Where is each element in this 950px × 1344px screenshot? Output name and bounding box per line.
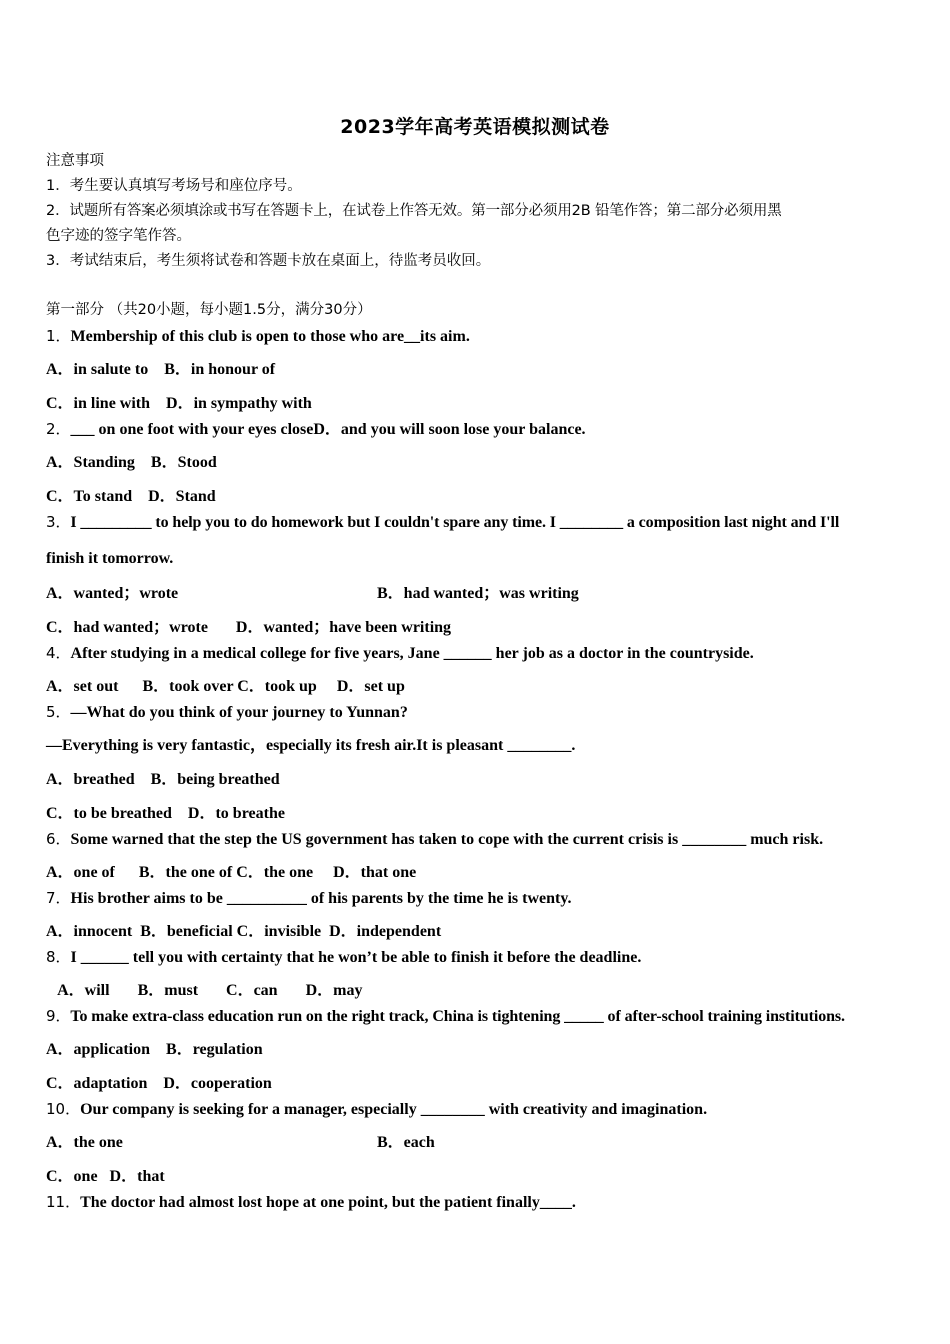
question-1-options-ab: A．in salute to B．in honour of: [46, 361, 276, 378]
question-3-stem-cont: finish it tomorrow.: [46, 550, 174, 567]
notice-item-1: 1．考生要认真填写考场号和座位序号。: [46, 178, 302, 194]
question-5-options-cd: C．to be breathed D．to breathe: [46, 805, 285, 822]
question-10: [46, 1099, 707, 1120]
question-number: 3．: [46, 513, 71, 531]
question-number: 9．: [46, 1007, 71, 1025]
question-9: [46, 1006, 845, 1027]
question-6: [46, 829, 823, 850]
question-1-options-cd: C．in line with D．in sympathy with: [46, 395, 312, 412]
question-10-option-b: B．each: [377, 1134, 435, 1151]
question-number: 10．: [46, 1100, 81, 1118]
question-3-options-cd: C．had wanted；wrote D．wanted；have been writing: [46, 619, 452, 636]
question-stem: Some warned that the step the US government has taken to cope with the current crisis is ________ much risk.: [70, 831, 824, 848]
question-number: 7．: [46, 889, 71, 907]
question-stem: I _________ to help you to do homework but I couldn't spare any time. I ________ a composition last night and I'll: [70, 514, 840, 531]
question-4-options: A．set out B．took over C．took up D．set up: [46, 678, 405, 695]
question-3-option-a: A．wanted；wrote: [46, 585, 179, 602]
question-8: [46, 947, 641, 968]
question-9-options-ab: A．application B．regulation: [46, 1041, 263, 1058]
question-stem: ___ on one foot with your eyes closeD．and you will soon lose your balance.: [70, 421, 586, 438]
question-3: [46, 512, 839, 533]
question-11: [46, 1192, 576, 1213]
question-stem: To make extra-class education run on the right track, China is tightening _____ of after-school training institutions.: [70, 1008, 845, 1025]
question-number: 5．: [46, 703, 71, 721]
question-2: [46, 419, 586, 440]
question-7: [46, 888, 571, 909]
question-stem: I ______ tell you with certainty that he won’t be able to finish it before the deadline.: [70, 949, 642, 966]
question-number: 2．: [46, 420, 71, 438]
page-title: 2023学年高考英语模拟测试卷: [340, 116, 610, 138]
question-6-options: A．one of B．the one of C．the one D．that one: [46, 864, 417, 881]
question-5-stem-cont: —Everything is very fantastic，especially its fresh air.It is pleasant ________.: [46, 737, 576, 754]
question-2-options-cd: C．To stand D．Stand: [46, 488, 216, 505]
question-stem: His brother aims to be __________ of his parents by the time he is twenty.: [70, 890, 572, 907]
question-1: [46, 326, 470, 347]
question-stem: After studying in a medical college for five years, Jane ______ her job as a doctor in the countryside.: [70, 645, 754, 662]
question-5-options-ab: A．breathed B．being breathed: [46, 771, 280, 788]
part1-heading: 第一部分 （共20小题，每小题1.5分，满分30分）: [46, 302, 372, 318]
question-7-options: A．innocent B．beneficial C．invisible D．independent: [46, 923, 442, 940]
question-5: [46, 702, 408, 723]
question-10-options-cd: C．one D．that: [46, 1168, 165, 1185]
question-number: 6．: [46, 830, 71, 848]
question-3-option-b: B．had wanted；was writing: [377, 585, 579, 602]
notice-item-2: 2．试题所有答案必须填涂或书写在答题卡上，在试卷上作答无效。第一部分必须用2B 铅笔作答；第二部分必须用黑: [46, 203, 782, 219]
notice-item-3: 3．考试结束后，考生须将试卷和答题卡放在桌面上，待监考员收回。: [46, 253, 491, 269]
question-stem: Membership of this club is open to those who are__its aim.: [70, 328, 470, 345]
question-2-options-ab: A．Standing B．Stood: [46, 454, 217, 471]
question-4: [46, 643, 754, 664]
question-number: 1．: [46, 327, 71, 345]
notice-heading: 注意事项: [46, 153, 104, 169]
question-stem: —What do you think of your journey to Yunnan?: [70, 704, 408, 721]
question-number: 8．: [46, 948, 71, 966]
question-stem: Our company is seeking for a manager, especially ________ with creativity and imagination.: [80, 1101, 708, 1118]
question-number: 4．: [46, 644, 71, 662]
question-number: 11．: [46, 1193, 81, 1211]
question-9-options-cd: C．adaptation D．cooperation: [46, 1075, 272, 1092]
question-stem: The doctor had almost lost hope at one point, but the patient finally____.: [80, 1194, 576, 1211]
notice-item-2-cont: 色字迹的签字笔作答。: [46, 228, 191, 244]
question-8-options: A．will B．must C．can D．may: [46, 982, 363, 999]
question-10-option-a: A．the one: [46, 1134, 123, 1151]
